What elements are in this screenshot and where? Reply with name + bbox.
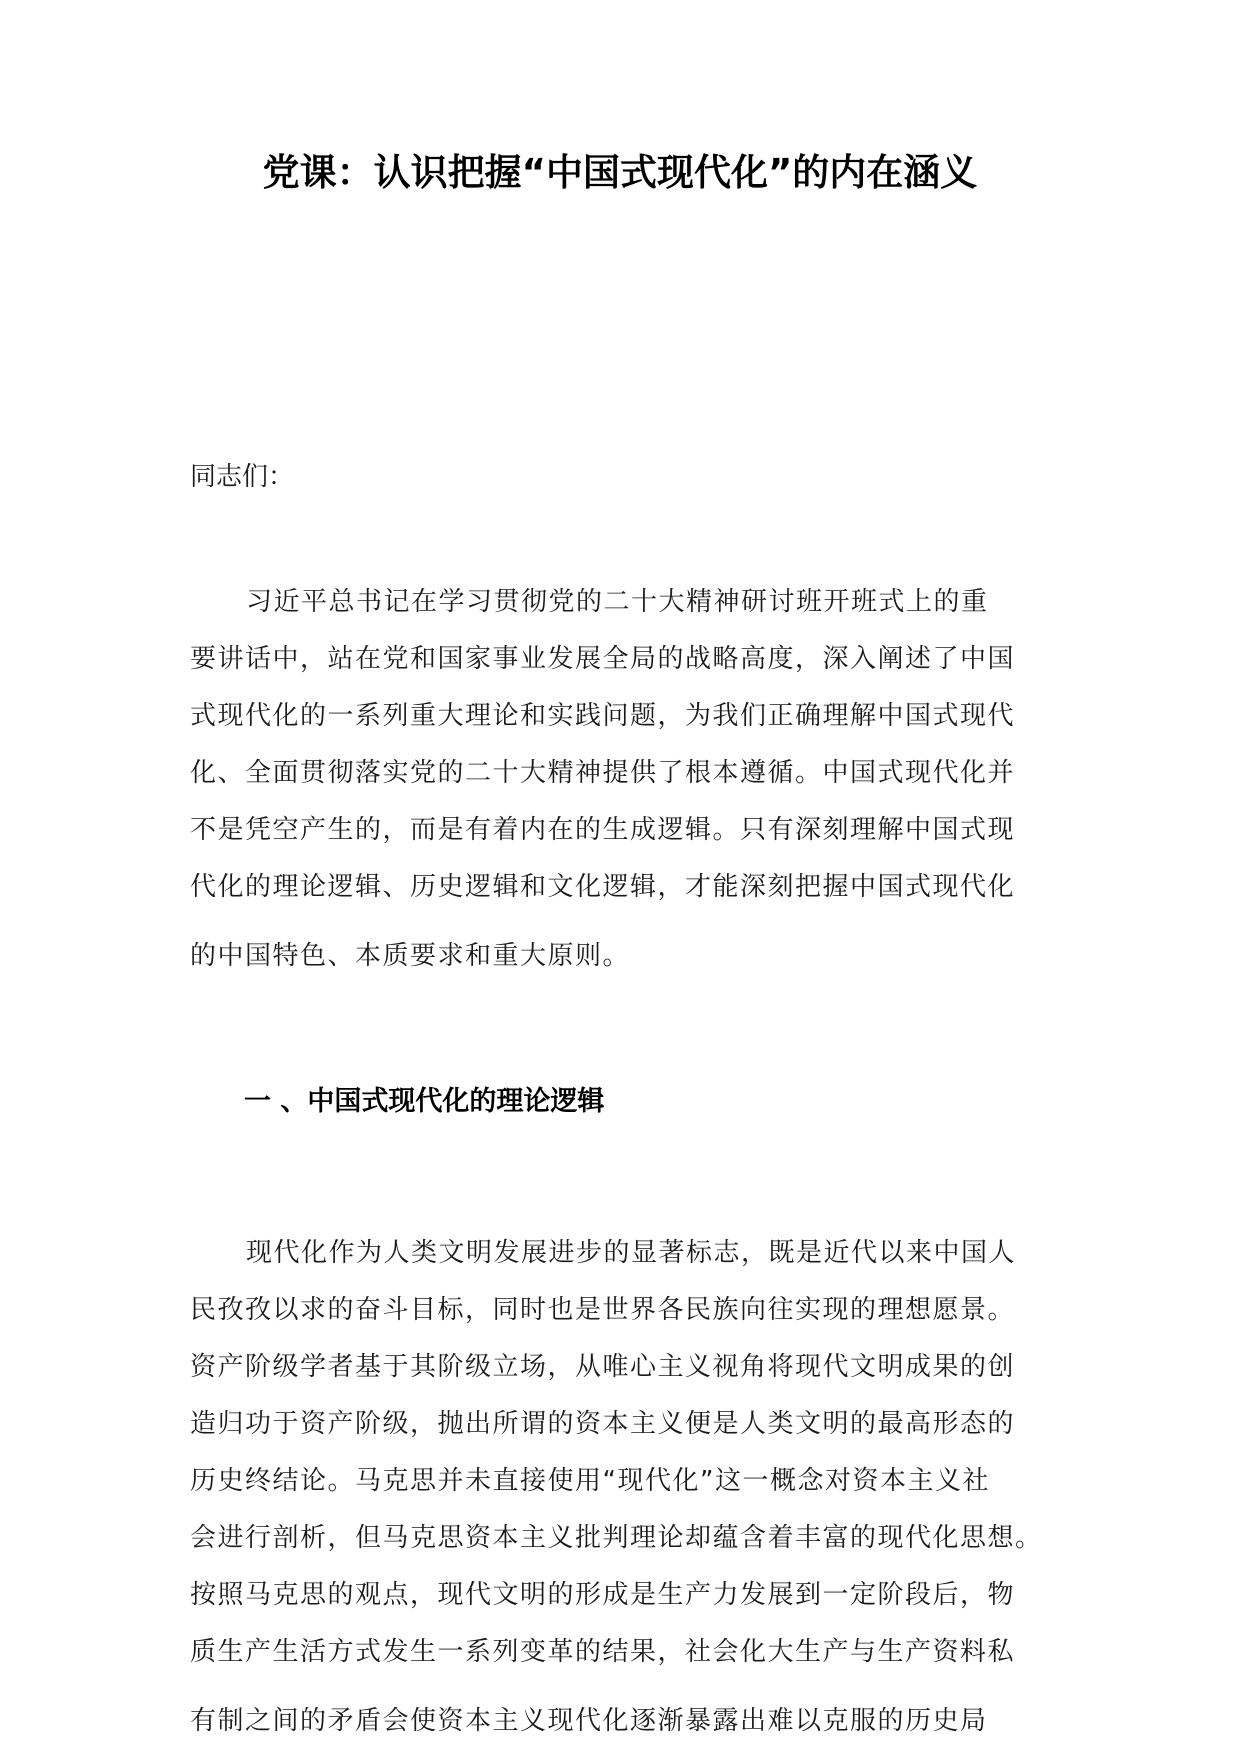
greeting: 同志们：	[190, 462, 295, 492]
paragraph-line: 要讲话中，站在党和国家事业发展全局的战略高度，深入阐述了中国	[190, 644, 1016, 674]
paragraph-line: 不是凭空产生的，而是有着内在的生成逻辑。只有深刻理解中国式现	[190, 815, 1016, 845]
paragraph-line: 民孜孜以求的奋斗目标，同时也是世界各民族向往实现的理想愿景。	[190, 1295, 1016, 1325]
paragraph-theory	[190, 1225, 1070, 1750]
paragraph-intro	[190, 574, 1070, 985]
paragraph-line: 的中国特色、本质要求和重大原则。	[190, 941, 631, 971]
document-title: 党课：认识把握“中国式现代化”的内在涵义	[262, 151, 978, 194]
paragraph-line: 习近平总书记在学习贯彻党的二十大精神研讨班开班式上的重	[246, 587, 989, 617]
section-heading: 一 、中国式现代化的理论逻辑	[244, 1086, 605, 1117]
paragraph-line: 代化的理论逻辑、历史逻辑和文化逻辑，才能深刻把握中国式现代化	[190, 872, 1016, 902]
paragraph-line: 化、全面贯彻落实党的二十大精神提供了根本遵循。中国式现代化并	[190, 758, 1016, 788]
paragraph-line: 按照马克思的观点，现代文明的形成是生产力发展到一定阶段后，物	[190, 1580, 1016, 1610]
paragraph-line: 资产阶级学者基于其阶级立场，从唯心主义视角将现代文明成果的创	[190, 1352, 1016, 1382]
paragraph-line: 有制之间的矛盾会使资本主义现代化逐渐暴露出难以克服的历史局	[190, 1706, 988, 1736]
paragraph-line: 质生产生活方式发生一系列变革的结果，社会化大生产与生产资料私	[190, 1637, 1016, 1667]
paragraph-line: 式现代化的一系列重大理论和实践问题，为我们正确理解中国式现代	[190, 701, 1016, 731]
paragraph-line: 造归功于资产阶级，抛出所谓的资本主义便是人类文明的最高形态的	[190, 1409, 1016, 1439]
paragraph-line: 历史终结论。马克思并未直接使用“现代化”这一概念对资本主义社	[190, 1466, 990, 1496]
paragraph-line: 现代化作为人类文明发展进步的显著标志，既是近代以来中国人	[246, 1238, 1017, 1268]
paragraph-line: 会进行剖析，但马克思资本主义批判理论却蕴含着丰富的现代化思想。	[190, 1523, 1043, 1553]
